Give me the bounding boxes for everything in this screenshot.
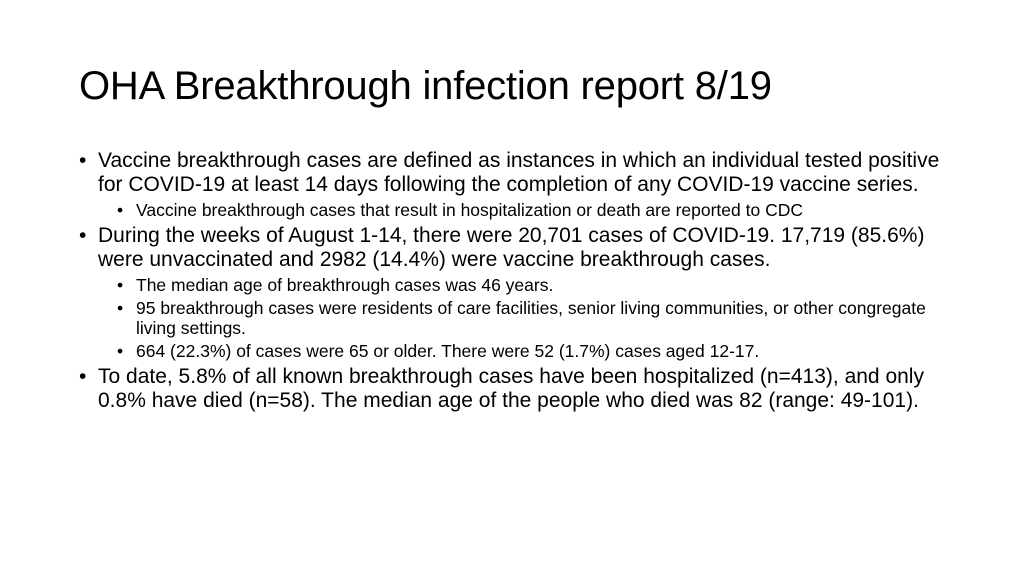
slide-title: OHA Breakthrough infection report 8/19 (79, 64, 772, 108)
bullet-item (79, 365, 949, 413)
sub-bullet-list (98, 275, 949, 361)
sub-bullet-list (98, 200, 949, 220)
bullet-text: To date, 5.8% of all known breakthrough cases have been hospitalized (n=413), and only 0.8% have died (n=58). The median age of the people who died was 82 (range: 49-101). (98, 365, 924, 412)
sub-bullet-item: • 95 breakthrough cases were residents of care facilities, senior living communities, or other congregate living settings. (98, 298, 949, 338)
bullet-list (79, 149, 949, 417)
bullet-text: Vaccine breakthrough cases are defined as instances in which an individual tested positive for COVID-19 at least 14 days following the completion of any COVID-19 vaccine series. (98, 149, 940, 196)
sub-bullet-item: • 664 (22.3%) of cases were 65 or older. There were 52 (1.7%) cases aged 12-17. (98, 341, 949, 361)
bullet-item (79, 224, 949, 361)
bullet-item (79, 149, 949, 220)
sub-bullet-item: • Vaccine breakthrough cases that result in hospitalization or death are reported to CDC (98, 200, 949, 220)
sub-bullet-item: • The median age of breakthrough cases was 46 years. (98, 275, 949, 295)
bullet-text: During the weeks of August 1-14, there were 20,701 cases of COVID-19. 17,719 (85.6%) were unvaccinated and 2982 (14.4%) were vaccine breakthrough cases. (98, 224, 925, 271)
